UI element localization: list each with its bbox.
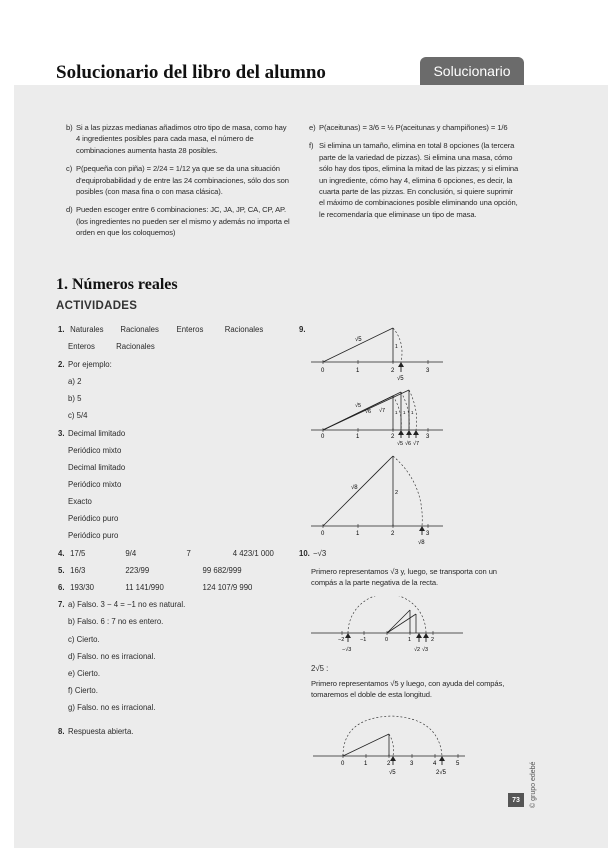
leg-label: 1: [395, 344, 398, 350]
answer-f: f) Si elimina un tamaño, elimina en total 8 opciones (la tercera parte de la variedad de pizzas). Si elimina una masa, cómo sólo hay dos tipos, elimina la mitad de las pizzas; y si elimina un ingrediente, cómo hay 4, elimina 6 opciones, es decir, la cuarta parte de las pizzas. En conclusión, si quiere suprimir el máximo de combinaciones posible eliminando una opción, le recomendaría que eliminase un tipo de masa.: [309, 141, 519, 219]
tick-label: 1: [356, 434, 360, 440]
mark-label: √7: [413, 441, 420, 447]
diagram-sqrt5-6-7: [305, 386, 445, 448]
activity-3-item: Periódico mixto: [68, 480, 122, 489]
page-number: 73: [508, 793, 524, 807]
tick-label: 3: [426, 434, 430, 440]
activity-8: 8. Respuesta abierta.: [58, 727, 134, 736]
tick-label: 3: [426, 531, 430, 537]
section-title: 1. Números reales: [56, 276, 178, 293]
activity-7-item: d) Falso. no es irracional.: [68, 652, 156, 661]
mark-label: √5: [397, 376, 404, 382]
section-tab: Solucionario: [420, 57, 524, 85]
activity-5: 5. 16/3 223/99 99 682/999: [58, 566, 242, 575]
leg-label: 1: [411, 410, 414, 415]
tick-label: 2: [391, 531, 395, 537]
activity-3-item: Periódico puro: [68, 514, 119, 523]
activity-1-line2: Enteros Racionales: [68, 342, 155, 351]
diagram-neg-sqrt3: [309, 596, 465, 656]
hypotenuse-label: √6: [365, 409, 372, 415]
tick-label: 2: [387, 761, 391, 767]
activity-7-item: c) Cierto.: [68, 635, 100, 644]
activity-7-item: b) Falso. 6 : 7 no es entero.: [68, 617, 164, 626]
activity-10: 10. −√3: [299, 549, 327, 558]
tick-label: −1: [360, 637, 367, 643]
activity-7: 7. a) Falso. 3 − 4 = −1 no es natural.: [58, 600, 186, 609]
tick-label: 1: [356, 368, 360, 374]
leg-label: 1: [395, 410, 398, 415]
top-left-column: [66, 122, 292, 245]
tick-label: −2: [338, 637, 345, 643]
tick-label: 0: [321, 531, 325, 537]
activity-4: 4. 17/5 9/4 7 4 423/1 000: [58, 549, 274, 558]
hypotenuse-label: √5: [355, 337, 362, 343]
activity-2: 2. Por ejemplo:: [58, 360, 112, 369]
activity-7-item: g) Falso. no es irracional.: [68, 703, 156, 712]
mark-label: √2: [414, 647, 421, 653]
activity-2-a: a) 2: [68, 377, 82, 386]
answer-c: c) P(pequeña con piña) = 2/24 = 1/12 ya que se da una situación d'equiprobabilidad y de entre las 24 combinaciones, sólo dos son posibles (con masa fina o con masa clásica).: [66, 164, 289, 197]
tick-label: 0: [321, 434, 325, 440]
leg-label: 2: [395, 490, 399, 496]
tick-label: 1: [364, 761, 368, 767]
diagram-sqrt5: [305, 318, 445, 386]
diagram-2sqrt5: [311, 712, 467, 780]
diagram-sqrt8: [305, 448, 445, 548]
tick-label: 0: [321, 368, 325, 374]
answer-e: e) P(aceitunas) = 3/6 = ½ P(aceitunas y champiñones) = 1/6: [309, 123, 508, 132]
tick-label: 0: [341, 761, 345, 767]
tick-label: 2: [431, 637, 435, 643]
tick-label: 5: [456, 761, 460, 767]
tick-label: 0: [385, 637, 389, 643]
top-right-column: [309, 122, 519, 226]
activity-10-text2: Primero representamos √5 y luego, con ayuda del compás, tomaremos el doble de esta longitud.: [311, 679, 505, 700]
tick-label: 1: [356, 531, 360, 537]
tick-label: 3: [410, 761, 414, 767]
activity-3: 3. Decimal limitado: [58, 429, 126, 438]
leg-label: 1: [403, 410, 406, 415]
activity-7-item: f) Cierto.: [68, 686, 98, 695]
mark-label: √8: [418, 540, 425, 546]
tick-label: 1: [408, 637, 412, 643]
mark-label: √5: [397, 441, 404, 447]
activity-3-item: Periódico puro: [68, 531, 119, 540]
activity-7-item: e) Cierto.: [68, 669, 101, 678]
page-title: Solucionario del libro del alumno: [56, 62, 326, 83]
tick-label: 2: [391, 368, 395, 374]
activity-2-b: b) 5: [68, 394, 82, 403]
tick-label: 2: [391, 434, 395, 440]
hypotenuse-label: √7: [379, 408, 386, 414]
activity-9-label: 9.: [299, 325, 306, 334]
activity-10-text1: Primero representamos √3 y, luego, se transporta con un compás a la parte negativa de la recta.: [311, 567, 497, 588]
activity-3-item: Exacto: [68, 497, 92, 506]
copyright-text: © grupo edebé: [530, 761, 537, 808]
activity-1-line1: 1. Naturales Racionales Enteros Racionales: [58, 325, 264, 334]
activity-6: 6. 193/30 11 141/990 124 107/9 990: [58, 583, 253, 592]
mark-label: 2√5: [436, 770, 446, 776]
hypotenuse-label: √5: [355, 403, 362, 409]
mark-label: −√3: [342, 647, 352, 653]
mark-label: √5: [389, 770, 396, 776]
activity-3-item: Decimal limitado: [68, 463, 126, 472]
mark-label: √6: [405, 441, 412, 447]
answer-d: d) Pueden escoger entre 6 combinaciones: JC, JA, JP, CA, CP, AP. (los ingredientes no pueden ser el mismo y además no importa el orden en que los coloquemos): [66, 205, 290, 238]
hypotenuse-label: √8: [351, 485, 358, 491]
answer-b: b) Si a las pizzas medianas añadimos otro tipo de masa, como hay 4 ingredientes posibles para cada masa, el número de combinaciones aumenta hasta 28 posibles.: [66, 123, 287, 155]
mark-label: √3: [422, 647, 429, 653]
activity-10-sub: 2√5 :: [311, 664, 329, 673]
activity-2-c: c) 5/4: [68, 411, 88, 420]
tick-label: 4: [433, 761, 437, 767]
activity-3-item: Periódico mixto: [68, 446, 122, 455]
section-subtitle: ACTIVIDADES: [56, 300, 138, 312]
tick-label: 3: [426, 368, 430, 374]
